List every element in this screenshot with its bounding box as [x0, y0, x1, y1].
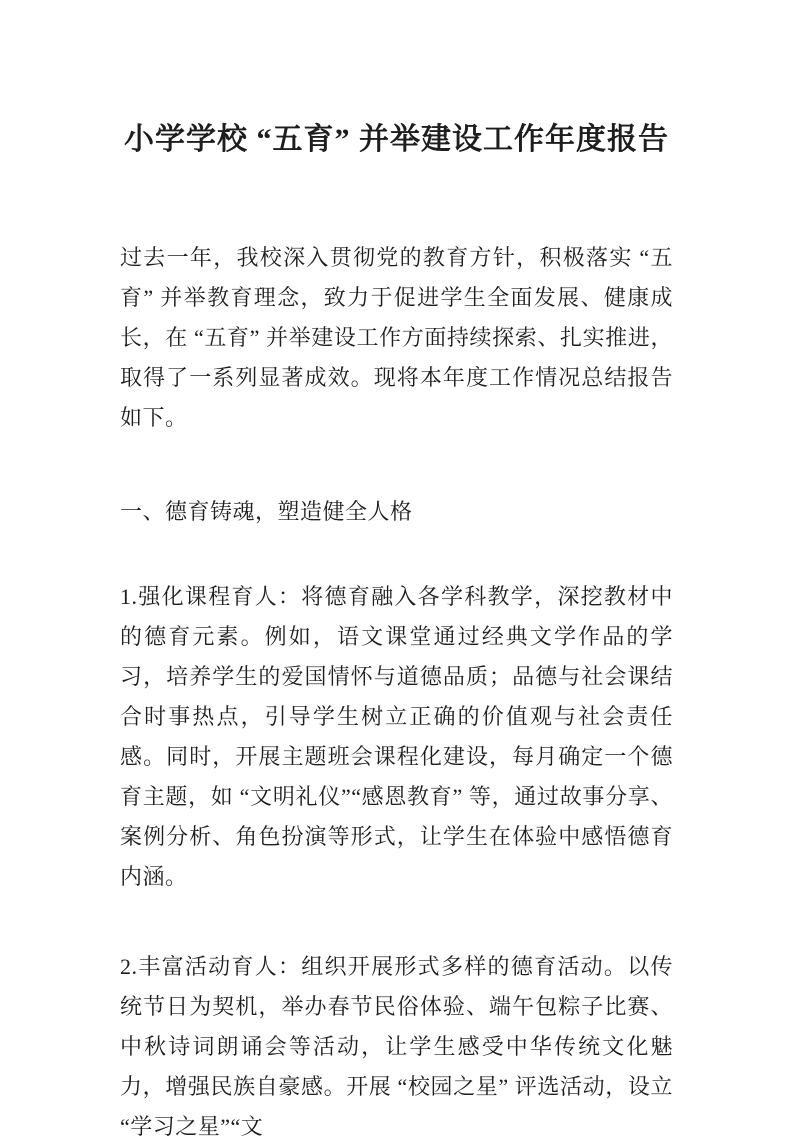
- document-title: 小学学校 “五育” 并举建设工作年度报告: [124, 123, 669, 156]
- paragraph-curriculum-education: 1.强化课程育人：将德育融入各学科教学，深挖教材中的德育元素。例如，语文课堂通过经典文学作品的学习，培养学生的爱国情怀与道德品质；品德与社会课结合时事热点，引导学生树立正确的价值观与社会责任感。同时，开展主题班会课程化建设，每月确定一个德育主题，如 “文明礼仪”“感恩教育” 等，通过故事分享、案例分析、角色扮演等形式，让学生在体验中感悟德育内涵。: [120, 584, 673, 889]
- section-heading-moral-education: 一、德育铸魂，塑造健全人格: [120, 499, 413, 524]
- paragraph-activity-education: 2.丰富活动育人：组织开展形式多样的德育活动。以传统节日为契机，举办春节民俗体验、端午包粽子比赛、中秋诗词朗诵会等活动，让学生感受中华传统文化魅力，增强民族自豪感。开展 “校园之星” 评选活动，设立 “学习之星”“文: [120, 954, 673, 1139]
- intro-paragraph: 过去一年，我校深入贯彻党的教育方针，积极落实 “五育” 并举教育理念，致力于促进学生全面发展、健康成长，在 “五育” 并举建设工作方面持续探索、扎实推进，取得了一系列显著成效。现将本年度工作情况总结报告如下。: [120, 245, 673, 430]
